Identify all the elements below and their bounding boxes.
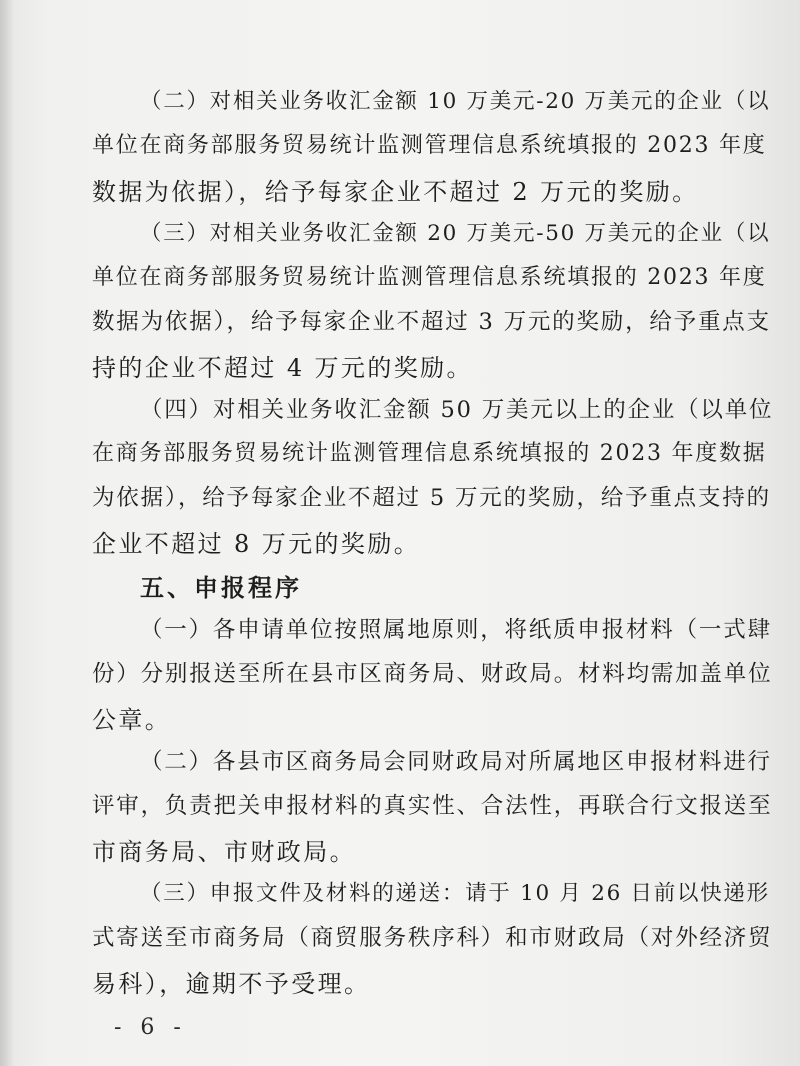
paragraph-line: 市商务局、市财政局。 xyxy=(92,838,356,866)
section-heading: 五、申报程序 xyxy=(140,574,302,602)
paragraph-line: 易科），逾期不予受理。 xyxy=(92,970,371,998)
paragraph-line: 数据为依据），给予每家企业不超过 2 万元的奖励。 xyxy=(92,178,699,206)
paragraph-line: 公章。 xyxy=(92,706,172,734)
paragraph-line: 为依据），给予每家企业不超过 5 万元的奖励，给予重点支持的 xyxy=(92,485,771,511)
paragraph-line: 单位在商务部服务贸易统计监测管理信息系统填报的 2023 年度 xyxy=(92,265,767,290)
paragraph-line: （三）申报文件及材料的递送：请于 10 月 26 日前以快递形 xyxy=(140,881,770,906)
paragraph-line: （三）对相关业务收汇金额 20 万美元-50 万美元的企业（以 xyxy=(140,221,771,246)
paragraph-line: 数据为依据），给予每家企业不超过 3 万元的奖励，给予重点支 xyxy=(92,309,771,335)
page-edge-shadow xyxy=(0,0,14,1066)
paragraph-line: 份）分别报送至所在县市区商务局、财政局。材料均需加盖单位 xyxy=(92,661,773,687)
paragraph-line: 企业不超过 8 万元的奖励。 xyxy=(92,530,421,558)
page-number: - 6 - xyxy=(114,1015,187,1040)
paragraph-line: （四）对相关业务收汇金额 50 万美元以上的企业（以单位 xyxy=(140,397,774,423)
paragraph-line: （一）各申请单位按照属地原则，将纸质申报材料（一式肆 xyxy=(140,617,772,643)
paragraph-line: 持的企业不超过 4 万元的奖励。 xyxy=(92,354,473,382)
paragraph-line: （二）对相关业务收汇金额 10 万美元-20 万美元的企业（以 xyxy=(140,89,771,114)
paragraph-line: （二）各县市区商务局会同财政局对所属地区申报材料进行 xyxy=(140,749,772,775)
paragraph-line: 式寄送至市商务局（商贸服务秩序科）和市财政局（对外经济贸 xyxy=(92,925,773,951)
paragraph-line: 评审，负责把关申报材料的真实性、合法性，再联合行文报送至 xyxy=(92,793,773,819)
paragraph-line: 单位在商务部服务贸易统计监测管理信息系统填报的 2023 年度 xyxy=(92,133,767,158)
paragraph-line: 在商务部服务贸易统计监测管理信息系统填报的 2023 年度数据 xyxy=(92,441,767,466)
